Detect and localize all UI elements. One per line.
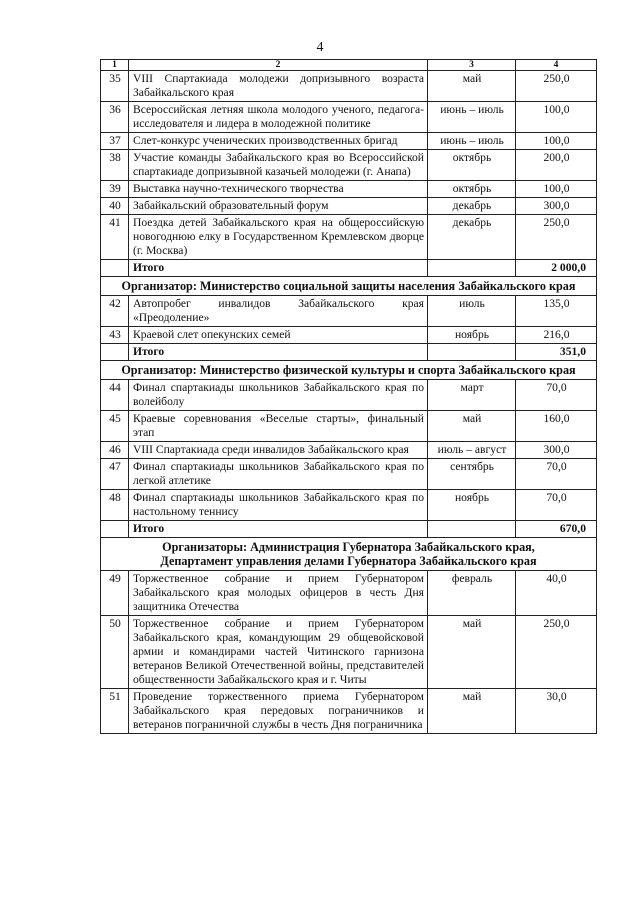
empty-cell	[428, 521, 516, 538]
row-number: 45	[101, 411, 129, 442]
organizer-heading-line-1: Организаторы: Администрация Губернатора Забайкальского края,	[162, 540, 535, 554]
row-number: 43	[101, 327, 129, 344]
event-period: май	[428, 689, 516, 734]
event-amount: 100,0	[516, 133, 597, 150]
table-row	[101, 198, 597, 215]
organizer-heading: Организатор: Министерство физической культуры и спорта Забайкальского края	[101, 361, 597, 380]
total-row	[101, 344, 597, 361]
empty-cell	[101, 521, 129, 538]
total-amount: 351,0	[516, 344, 597, 361]
event-amount: 250,0	[516, 71, 597, 102]
table-row	[101, 296, 597, 327]
event-amount: 300,0	[516, 442, 597, 459]
row-number: 48	[101, 490, 129, 521]
organizer-heading-line-2: Департамент управления делами Губернатора Забайкальского края	[160, 554, 537, 568]
event-amount: 216,0	[516, 327, 597, 344]
events-table	[100, 59, 597, 734]
row-number: 37	[101, 133, 129, 150]
table-row	[101, 133, 597, 150]
row-number: 44	[101, 380, 129, 411]
event-amount: 160,0	[516, 411, 597, 442]
row-number: 35	[101, 71, 129, 102]
event-amount: 300,0	[516, 198, 597, 215]
event-amount: 100,0	[516, 181, 597, 198]
event-period: ноябрь	[428, 327, 516, 344]
table-row	[101, 327, 597, 344]
empty-cell	[428, 260, 516, 277]
event-period: сентябрь	[428, 459, 516, 490]
event-amount: 70,0	[516, 459, 597, 490]
table-row	[101, 150, 597, 181]
header-col-1: 1	[101, 60, 129, 71]
event-name: Финал спартакиады школьников Забайкальского края по легкой атлетике	[129, 459, 428, 490]
event-name: VIII Спартакиада среди инвалидов Забайкальского края	[129, 442, 428, 459]
event-name: Участие команды Забайкальского края во Всероссийской спартакиаде допризывной казачьей молодежи (г. Анапа)	[129, 150, 428, 181]
event-name: Проведение торжественного приема Губернатором Забайкальского края передовых пограничников и ветеранов пограничной службы в честь Дня пограничника	[129, 689, 428, 734]
event-amount: 250,0	[516, 215, 597, 260]
event-name: Слет-конкурс ученических производственных бригад	[129, 133, 428, 150]
event-name: Финал спартакиады школьников Забайкальского края по настольному теннису	[129, 490, 428, 521]
event-period: октябрь	[428, 181, 516, 198]
row-number: 36	[101, 102, 129, 133]
row-number: 47	[101, 459, 129, 490]
event-period: май	[428, 411, 516, 442]
event-name: Забайкальский образовательный форум	[129, 198, 428, 215]
row-number: 42	[101, 296, 129, 327]
table-row	[101, 459, 597, 490]
table-row	[101, 442, 597, 459]
organizer-heading: Организатор: Министерство социальной защиты населения Забайкальского края	[101, 277, 597, 296]
total-label: Итого	[129, 344, 428, 361]
event-period: октябрь	[428, 150, 516, 181]
table-row	[101, 411, 597, 442]
organizer-row	[101, 277, 597, 296]
event-name: Краевой слет опекунских семей	[129, 327, 428, 344]
empty-cell	[428, 344, 516, 361]
header-col-4: 4	[516, 60, 597, 71]
event-amount: 135,0	[516, 296, 597, 327]
total-label: Итого	[129, 260, 428, 277]
table-row	[101, 616, 597, 689]
event-amount: 40,0	[516, 571, 597, 616]
table-row	[101, 215, 597, 260]
event-amount: 100,0	[516, 102, 597, 133]
event-amount: 200,0	[516, 150, 597, 181]
empty-cell	[101, 344, 129, 361]
page-number: 4	[316, 40, 324, 55]
event-amount: 250,0	[516, 616, 597, 689]
event-period: май	[428, 71, 516, 102]
table-row	[101, 689, 597, 734]
event-period: июнь – июль	[428, 133, 516, 150]
event-period: май	[428, 616, 516, 689]
event-name: Торжественное собрание и прием Губернатором Забайкальского края, командующим 29 общевойсковой армии и командирами частей Читинского гарнизона ветеранов Великой Отечественной войны, представителей общественности Забайкальского края и г. Читы	[129, 616, 428, 689]
organizer-heading	[101, 538, 597, 571]
organizer-row	[101, 538, 597, 571]
row-number: 50	[101, 616, 129, 689]
event-period: ноябрь	[428, 490, 516, 521]
table-header-row	[101, 60, 597, 71]
row-number: 51	[101, 689, 129, 734]
event-period: июль – август	[428, 442, 516, 459]
event-amount: 30,0	[516, 689, 597, 734]
total-amount: 670,0	[516, 521, 597, 538]
event-period: февраль	[428, 571, 516, 616]
event-name: Всероссийская летняя школа молодого ученого, педагога-исследователя и лидера в молодежной политике	[129, 102, 428, 133]
table-row	[101, 571, 597, 616]
row-number: 41	[101, 215, 129, 260]
event-name: Поездка детей Забайкальского края на общероссийскую новогоднюю елку в Государственном Кремлевском дворце (г. Москва)	[129, 215, 428, 260]
event-period: декабрь	[428, 215, 516, 260]
total-row	[101, 260, 597, 277]
header-col-3: 3	[428, 60, 516, 71]
row-number: 38	[101, 150, 129, 181]
organizer-row	[101, 361, 597, 380]
event-period: март	[428, 380, 516, 411]
total-label: Итого	[129, 521, 428, 538]
event-name: Краевые соревнования «Веселые старты», финальный этап	[129, 411, 428, 442]
total-row	[101, 521, 597, 538]
event-name: Автопробег инвалидов Забайкальского края «Преодоление»	[129, 296, 428, 327]
table-row	[101, 490, 597, 521]
event-name: VIII Спартакиада молодежи допризывного возраста Забайкальского края	[129, 71, 428, 102]
row-number: 49	[101, 571, 129, 616]
table-row	[101, 380, 597, 411]
header-col-2: 2	[129, 60, 428, 71]
event-amount: 70,0	[516, 380, 597, 411]
total-amount: 2 000,0	[516, 260, 597, 277]
row-number: 40	[101, 198, 129, 215]
event-period: июль	[428, 296, 516, 327]
event-name: Выставка научно-технического творчества	[129, 181, 428, 198]
event-amount: 70,0	[516, 490, 597, 521]
event-period: июнь – июль	[428, 102, 516, 133]
empty-cell	[101, 260, 129, 277]
row-number: 46	[101, 442, 129, 459]
table-row	[101, 102, 597, 133]
table-row	[101, 181, 597, 198]
event-name: Финал спартакиады школьников Забайкальского края по волейболу	[129, 380, 428, 411]
event-period: декабрь	[428, 198, 516, 215]
row-number: 39	[101, 181, 129, 198]
table-row	[101, 71, 597, 102]
event-name: Торжественное собрание и прием Губернатором Забайкальского края молодых офицеров в честь Дня защитника Отечества	[129, 571, 428, 616]
